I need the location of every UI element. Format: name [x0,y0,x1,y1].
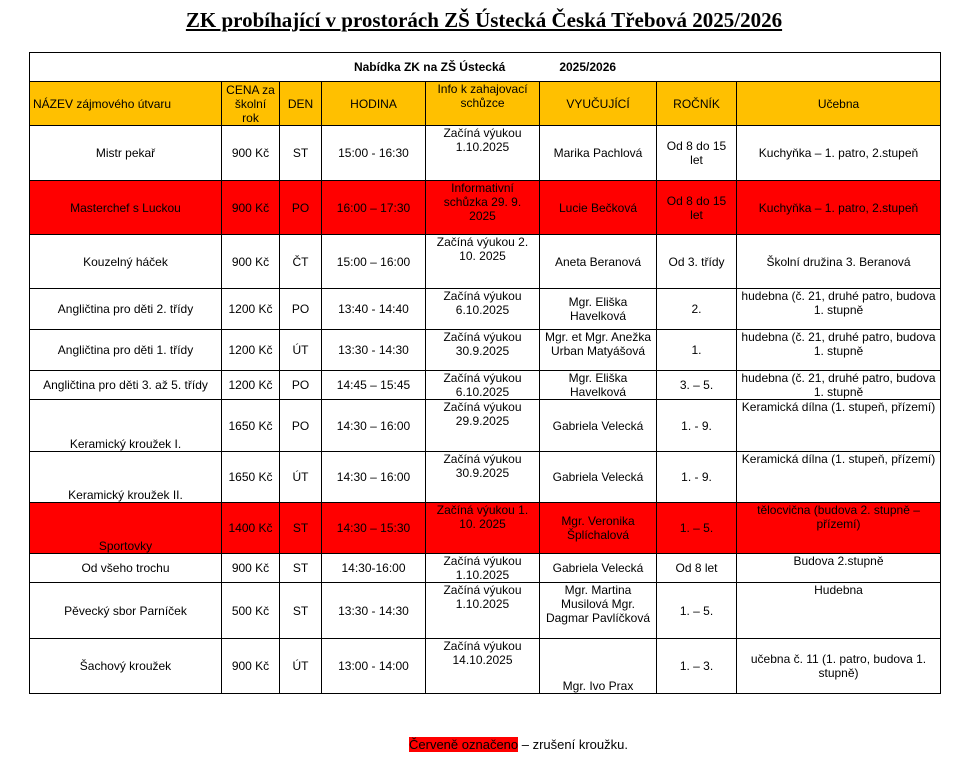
cell-info: Informativní schůzka 29. 9. 2025 [426,181,540,235]
cell-name: Pěvecký sbor Parníček [30,583,222,639]
cell-teacher: Gabriela Velecká [540,400,657,452]
table-row [30,583,941,639]
cell-grade: Od 8 do 15 let [657,181,737,235]
cell-teacher: Mgr. Martina Musilová Mgr. Dagmar Pavlíčková [540,583,657,639]
header-price: CENA za školní rok [222,82,280,126]
cell-name: Angličtina pro děti 3. až 5. třídy [30,371,222,400]
cell-time: 13:30 - 14:30 [322,330,426,371]
header-info: Info k zahajovací schůzce [426,82,540,126]
table-body [30,126,941,694]
cell-info: Začíná výukou 1.10.2025 [426,583,540,639]
table-row [30,452,941,503]
cell-time: 14:30 – 16:00 [322,452,426,503]
header-room: Učebna [737,82,941,126]
cell-price: 1200 Kč [222,371,280,400]
cell-price: 1650 Kč [222,400,280,452]
table-header-row [30,82,941,126]
cell-room: Kuchyňka – 1. patro, 2.stupeň [737,126,941,181]
table-row [30,639,941,694]
cell-info: Začíná výukou 1.10.2025 [426,554,540,583]
cell-time: 14:45 – 15:45 [322,371,426,400]
table-row [30,289,941,330]
legend-text: – zrušení kroužku. [518,737,628,752]
cell-name: Sportovky [30,503,222,554]
cell-price: 1650 Kč [222,452,280,503]
cell-grade: Od 8 let [657,554,737,583]
cell-grade: Od 3. třídy [657,235,737,289]
cell-time: 13:30 - 14:30 [322,583,426,639]
cell-room: Hudebna [737,583,941,639]
cell-info: Začíná výukou 1. 10. 2025 [426,503,540,554]
header-name: NÁZEV zájmového útvaru [30,82,222,126]
cell-grade: 1. – 5. [657,583,737,639]
cell-day: PO [280,181,322,235]
cell-price: 900 Kč [222,181,280,235]
cell-price: 1400 Kč [222,503,280,554]
cell-room: Kuchyňka – 1. patro, 2.stupeň [737,181,941,235]
table-row [30,235,941,289]
cell-info: Začíná výukou 30.9.2025 [426,452,540,503]
header-teacher: VYUČUJÍCÍ [540,82,657,126]
legend [409,737,628,752]
cell-name: Angličtina pro děti 1. třídy [30,330,222,371]
cell-name: Kouzelný háček [30,235,222,289]
header-day: DEN [280,82,322,126]
cell-price: 900 Kč [222,554,280,583]
cell-day: ST [280,583,322,639]
cell-info: Začíná výukou 1.10.2025 [426,126,540,181]
cell-teacher: Lucie Bečková [540,181,657,235]
table-row [30,503,941,554]
cell-day: PO [280,400,322,452]
cell-name: Šachový kroužek [30,639,222,694]
cell-time: 16:00 – 17:30 [322,181,426,235]
header-time: HODINA [322,82,426,126]
cell-price: 900 Kč [222,235,280,289]
cell-day: ST [280,554,322,583]
header-grade: ROČNÍK [657,82,737,126]
cell-room: učebna č. 11 (1. patro, budova 1. stupně) [737,639,941,694]
table-row [30,554,941,583]
cell-room: hudebna (č. 21, druhé patro, budova 1. stupně [737,371,941,400]
cell-day: ST [280,503,322,554]
cell-teacher: Mgr. Veronika Šplíchalová [540,503,657,554]
cell-teacher: Mgr. et Mgr. Anežka Urban Matyášová [540,330,657,371]
cell-time: 15:00 – 16:00 [322,235,426,289]
cell-name: Od všeho trochu [30,554,222,583]
cell-grade: Od 8 do 15 let [657,126,737,181]
cell-teacher: Aneta Beranová [540,235,657,289]
cell-name: Keramický kroužek I. [30,400,222,452]
cell-room: Keramická dílna (1. stupeň, přízemí) [737,400,941,452]
page-title: ZK probíhající v prostorách ZŠ Ústecká Česká Třebová 2025/2026 [185,8,783,32]
cell-name: Mistr pekař [30,126,222,181]
cell-info: Začíná výukou 29.9.2025 [426,400,540,452]
table-caption: Nabídka ZK na ZŠ Ústecká 2025/2026 [30,53,941,82]
cell-time: 13:00 - 14:00 [322,639,426,694]
cell-price: 1200 Kč [222,289,280,330]
cell-info: Začíná výukou 14.10.2025 [426,639,540,694]
cell-day: ÚT [280,639,322,694]
cell-grade: 3. – 5. [657,371,737,400]
cell-day: PO [280,371,322,400]
cell-teacher: Marika Pachlová [540,126,657,181]
cell-name: Masterchef s Luckou [30,181,222,235]
cell-day: PO [280,289,322,330]
cell-day: ČT [280,235,322,289]
cell-day: ÚT [280,330,322,371]
cell-name: Angličtina pro děti 2. třídy [30,289,222,330]
cell-info: Začíná výukou 6.10.2025 [426,289,540,330]
cell-time: 13:40 - 14:40 [322,289,426,330]
cell-teacher: Mgr. Eliška Havelková [540,289,657,330]
cell-info: Začíná výukou 2. 10. 2025 [426,235,540,289]
cell-teacher: Gabriela Velecká [540,554,657,583]
legend-marked: Červeně označeno [409,737,519,752]
cell-grade: 1. – 5. [657,503,737,554]
table-row [30,371,941,400]
cell-time: 14:30-16:00 [322,554,426,583]
cell-grade: 1. - 9. [657,400,737,452]
table-row [30,330,941,371]
cell-teacher: Mgr. Ivo Prax [540,639,657,694]
cell-room: Budova 2.stupně [737,554,941,583]
cell-time: 14:30 – 16:00 [322,400,426,452]
cell-grade: 2. [657,289,737,330]
table-row [30,126,941,181]
cell-price: 900 Kč [222,639,280,694]
cell-info: Začíná výukou 6.10.2025 [426,371,540,400]
cell-room: Keramická dílna (1. stupeň, přízemí) [737,452,941,503]
cell-room: tělocvična (budova 2. stupně – přízemí) [737,503,941,554]
table-caption-row [30,53,941,82]
cell-room: hudebna (č. 21, druhé patro, budova 1. stupně [737,289,941,330]
cell-room: Školní družina 3. Beranová [737,235,941,289]
table-row [30,181,941,235]
cell-teacher: Gabriela Velecká [540,452,657,503]
cell-info: Začíná výukou 30.9.2025 [426,330,540,371]
cell-price: 1200 Kč [222,330,280,371]
club-table [29,52,941,694]
cell-room: hudebna (č. 21, druhé patro, budova 1. stupně [737,330,941,371]
cell-price: 900 Kč [222,126,280,181]
cell-grade: 1. [657,330,737,371]
cell-time: 15:00 - 16:30 [322,126,426,181]
cell-grade: 1. - 9. [657,452,737,503]
cell-price: 500 Kč [222,583,280,639]
table-row [30,400,941,452]
cell-teacher: Mgr. Eliška Havelková [540,371,657,400]
cell-day: ÚT [280,452,322,503]
cell-grade: 1. – 3. [657,639,737,694]
cell-name: Keramický kroužek II. [30,452,222,503]
cell-time: 14:30 – 15:30 [322,503,426,554]
cell-day: ST [280,126,322,181]
